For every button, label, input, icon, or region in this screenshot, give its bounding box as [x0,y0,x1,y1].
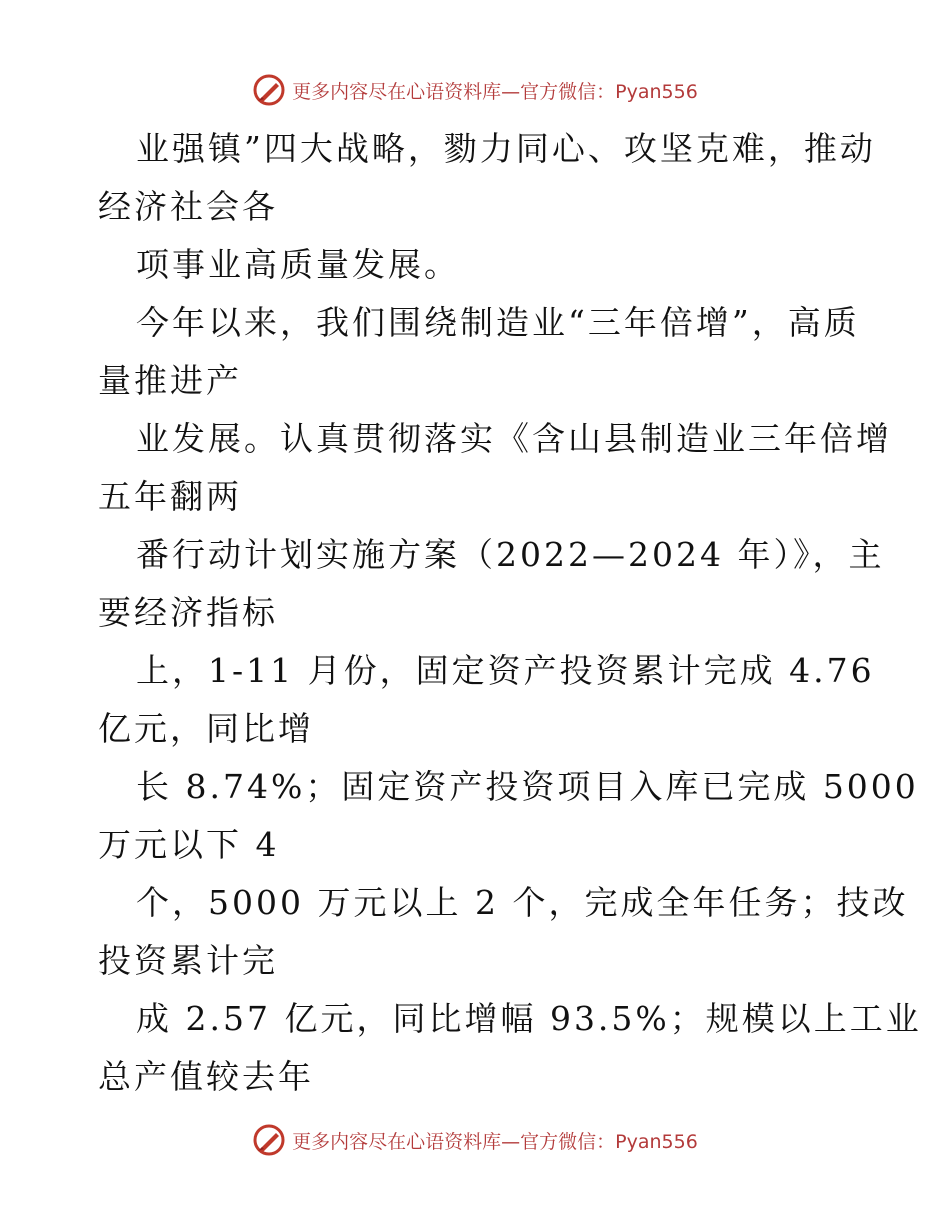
watermark-text: 更多内容尽在心语资料库—官方微信：Pyan556 [292,80,698,103]
paragraph-line: 量推进产 [98,361,242,400]
paragraph-line: 成 2.57 亿元，同比增幅 93.5%；规模以上工业 [136,999,922,1038]
paragraph-line: 亿元，同比增 [98,709,314,748]
paragraph-line: 业发展。认真贯彻落实《含山县制造业三年倍增 [136,419,892,458]
document-body [98,120,922,1106]
paragraph-line: 经济社会各 [98,187,278,226]
paragraph-line: 要经济指标 [98,593,278,632]
paragraph-line: 业强镇”四大战略，勠力同心、攻坚克难，推动 [136,129,876,168]
paragraph-line: 上，1-11 月份，固定资产投资累计完成 4.76 [136,651,875,690]
paragraph-line: 长 8.74%；固定资产投资项目入库已完成 5000 [136,767,919,806]
paragraph-line: 万元以下 4 [98,825,280,864]
paragraph-line: 番行动计划实施方案（2022—2024 年）》，主 [136,535,885,574]
watermark-text: 更多内容尽在心语资料库—官方微信：Pyan556 [292,1130,698,1153]
pen-logo-icon [252,73,286,107]
paragraph-line: 个，5000 万元以上 2 个，完成全年任务；技改 [136,883,909,922]
paragraph-line: 五年翻两 [98,477,242,516]
paragraph-line: 今年以来，我们围绕制造业“三年倍增”，高质 [136,303,860,342]
header-watermark [0,70,950,110]
footer-watermark [0,1120,950,1160]
pen-logo-icon [252,1123,286,1157]
paragraph-line: 项事业高质量发展。 [136,245,460,284]
paragraph-line: 总产值较去年 [98,1057,314,1096]
paragraph-line: 投资累计完 [98,941,278,980]
